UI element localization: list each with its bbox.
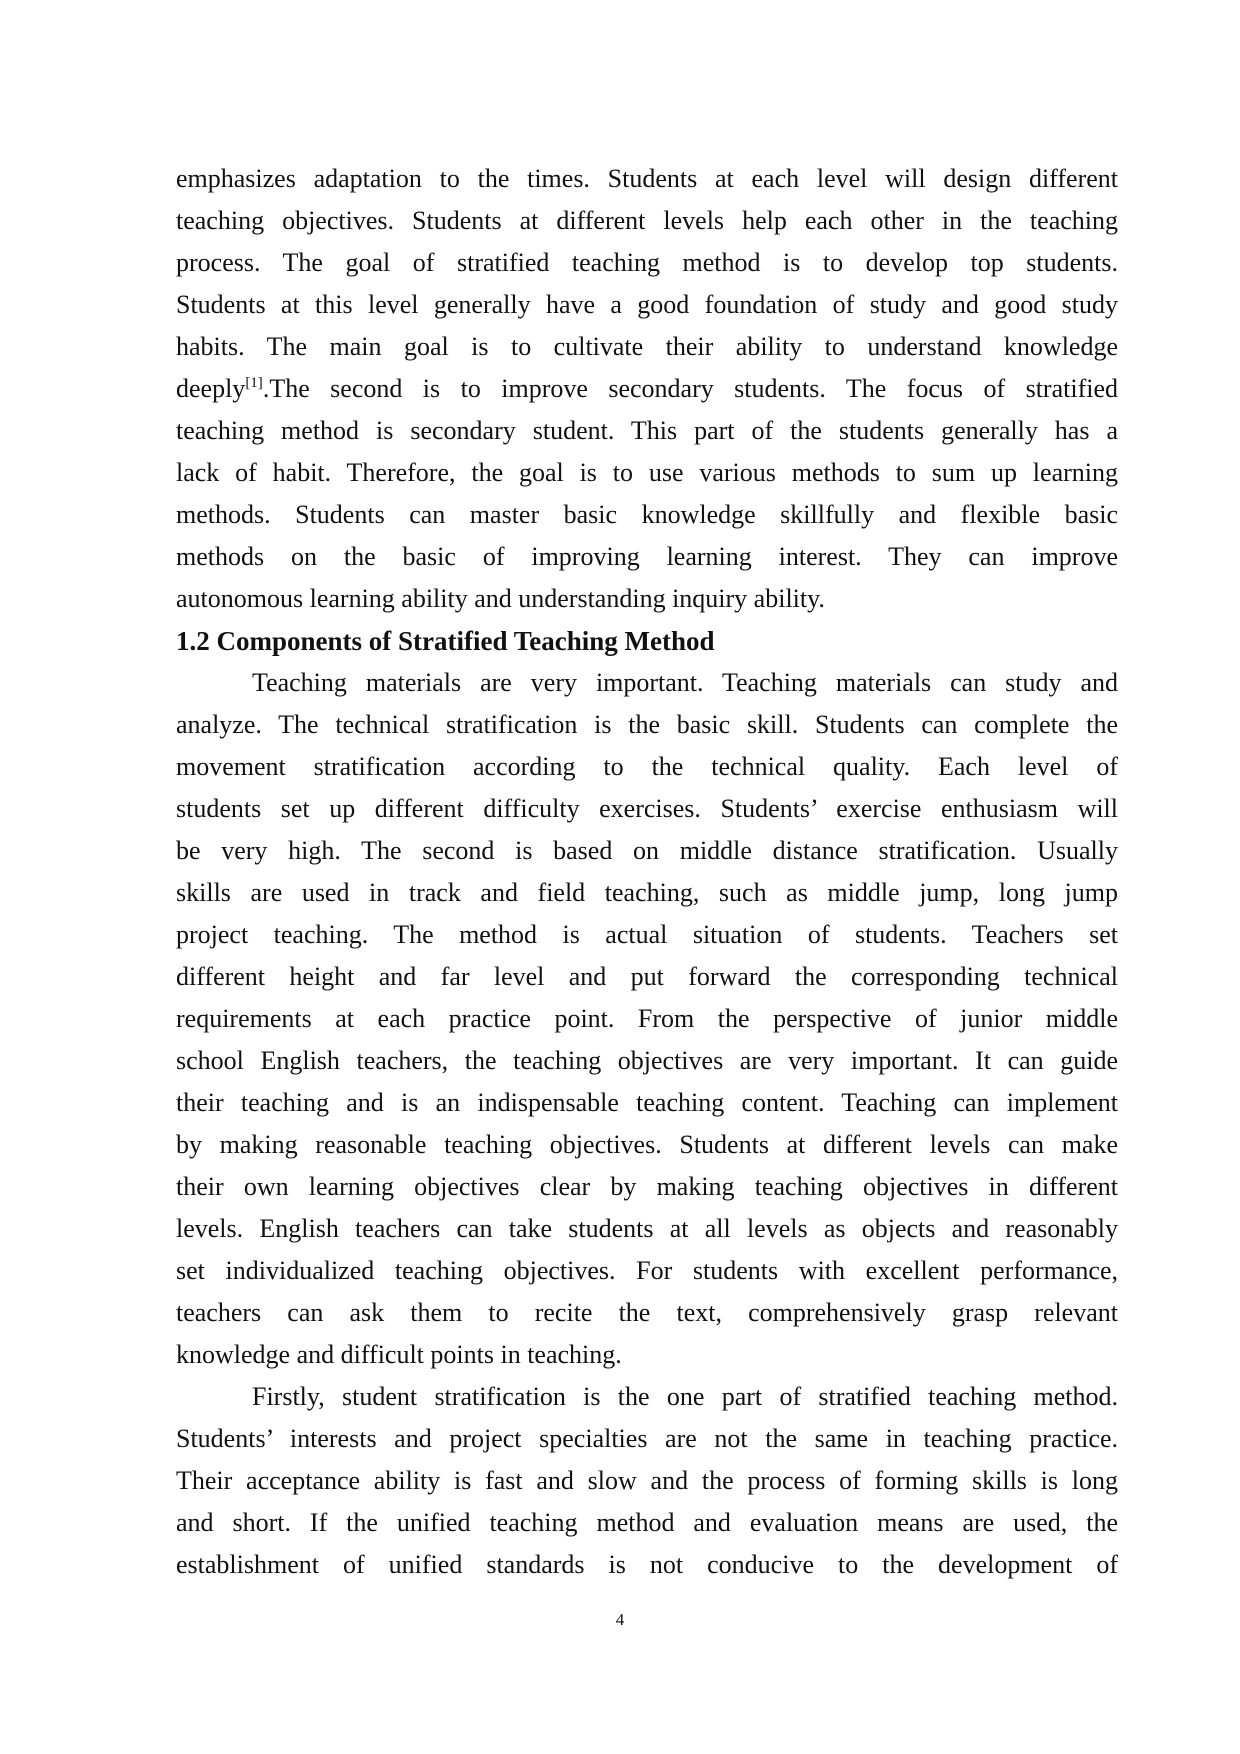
text-line: Students at this level generally have a good foundation of study and good study <box>176 290 1118 319</box>
text-line: levels. English teachers can take students at all levels as objects and reasonably <box>176 1214 1118 1243</box>
text-line: Their acceptance ability is fast and slow and the process of forming skills is long <box>176 1466 1118 1495</box>
text-line: autonomous learning ability and understanding inquiry ability. <box>176 584 825 613</box>
text: deeply <box>176 374 246 403</box>
text-line <box>176 368 1118 410</box>
text-line: emphasizes adaptation to the times. Students at each level will design different <box>176 164 1118 193</box>
page-number: 4 <box>615 1610 625 1629</box>
text-line: project teaching. The method is actual situation of students. Teachers set <box>176 920 1118 949</box>
text-line: students set up different difficulty exercises. Students’ exercise enthusiasm will <box>176 794 1118 823</box>
text-line: analyze. The technical stratification is the basic skill. Students can complete the <box>176 710 1118 739</box>
text-line: teaching method is secondary student. This part of the students generally has a <box>176 416 1118 445</box>
text: .The second is to improve secondary students. The focus of stratified <box>262 374 1118 403</box>
text-line: establishment of unified standards is not conducive to the development of <box>176 1550 1118 1579</box>
citation: [1] <box>245 375 263 391</box>
text-line: movement stratification according to the technical quality. Each level of <box>176 752 1118 781</box>
text-line: and short. If the unified teaching method and evaluation means are used, the <box>176 1508 1118 1537</box>
text-line: lack of habit. Therefore, the goal is to use various methods to sum up learning <box>176 458 1118 487</box>
text-line: Teaching materials are very important. Teaching materials can study and <box>252 668 1118 697</box>
page-body <box>176 158 1118 1586</box>
text-line: set individualized teaching objectives. For students with excellent performance, <box>176 1256 1118 1285</box>
section-heading: 1.2 Components of Stratified Teaching Method <box>176 626 715 656</box>
paragraph <box>176 1376 1118 1586</box>
text-line: teachers can ask them to recite the text, comprehensively grasp relevant <box>176 1298 1118 1327</box>
text-line: by making reasonable teaching objectives. Students at different levels can make <box>176 1130 1118 1159</box>
text-line: requirements at each practice point. From the perspective of junior middle <box>176 1004 1118 1033</box>
text-line: their teaching and is an indispensable teaching content. Teaching can implement <box>176 1088 1118 1117</box>
text-line: their own learning objectives clear by making teaching objectives in different <box>176 1172 1118 1201</box>
text-line: skills are used in track and field teaching, such as middle jump, long jump <box>176 878 1118 907</box>
text-line: methods. Students can master basic knowledge skillfully and flexible basic <box>176 500 1118 529</box>
text-line: be very high. The second is based on middle distance stratification. Usually <box>176 836 1118 865</box>
text-line: school English teachers, the teaching objectives are very important. It can guide <box>176 1046 1118 1075</box>
text-line: Firstly, student stratification is the one part of stratified teaching method. <box>252 1382 1118 1411</box>
text-line: different height and far level and put forward the corresponding technical <box>176 962 1118 991</box>
text-line: Students’ interests and project specialties are not the same in teaching practice. <box>176 1424 1118 1453</box>
text-line: teaching objectives. Students at different levels help each other in the teaching <box>176 206 1118 235</box>
paragraph <box>176 662 1118 1376</box>
text-line: methods on the basic of improving learning interest. They can improve <box>176 542 1118 571</box>
text-line: knowledge and difficult points in teaching. <box>176 1340 622 1369</box>
text-line: habits. The main goal is to cultivate their ability to understand knowledge <box>176 332 1118 361</box>
paragraph <box>176 158 1118 620</box>
text-line: process. The goal of stratified teaching method is to develop top students. <box>176 248 1118 277</box>
